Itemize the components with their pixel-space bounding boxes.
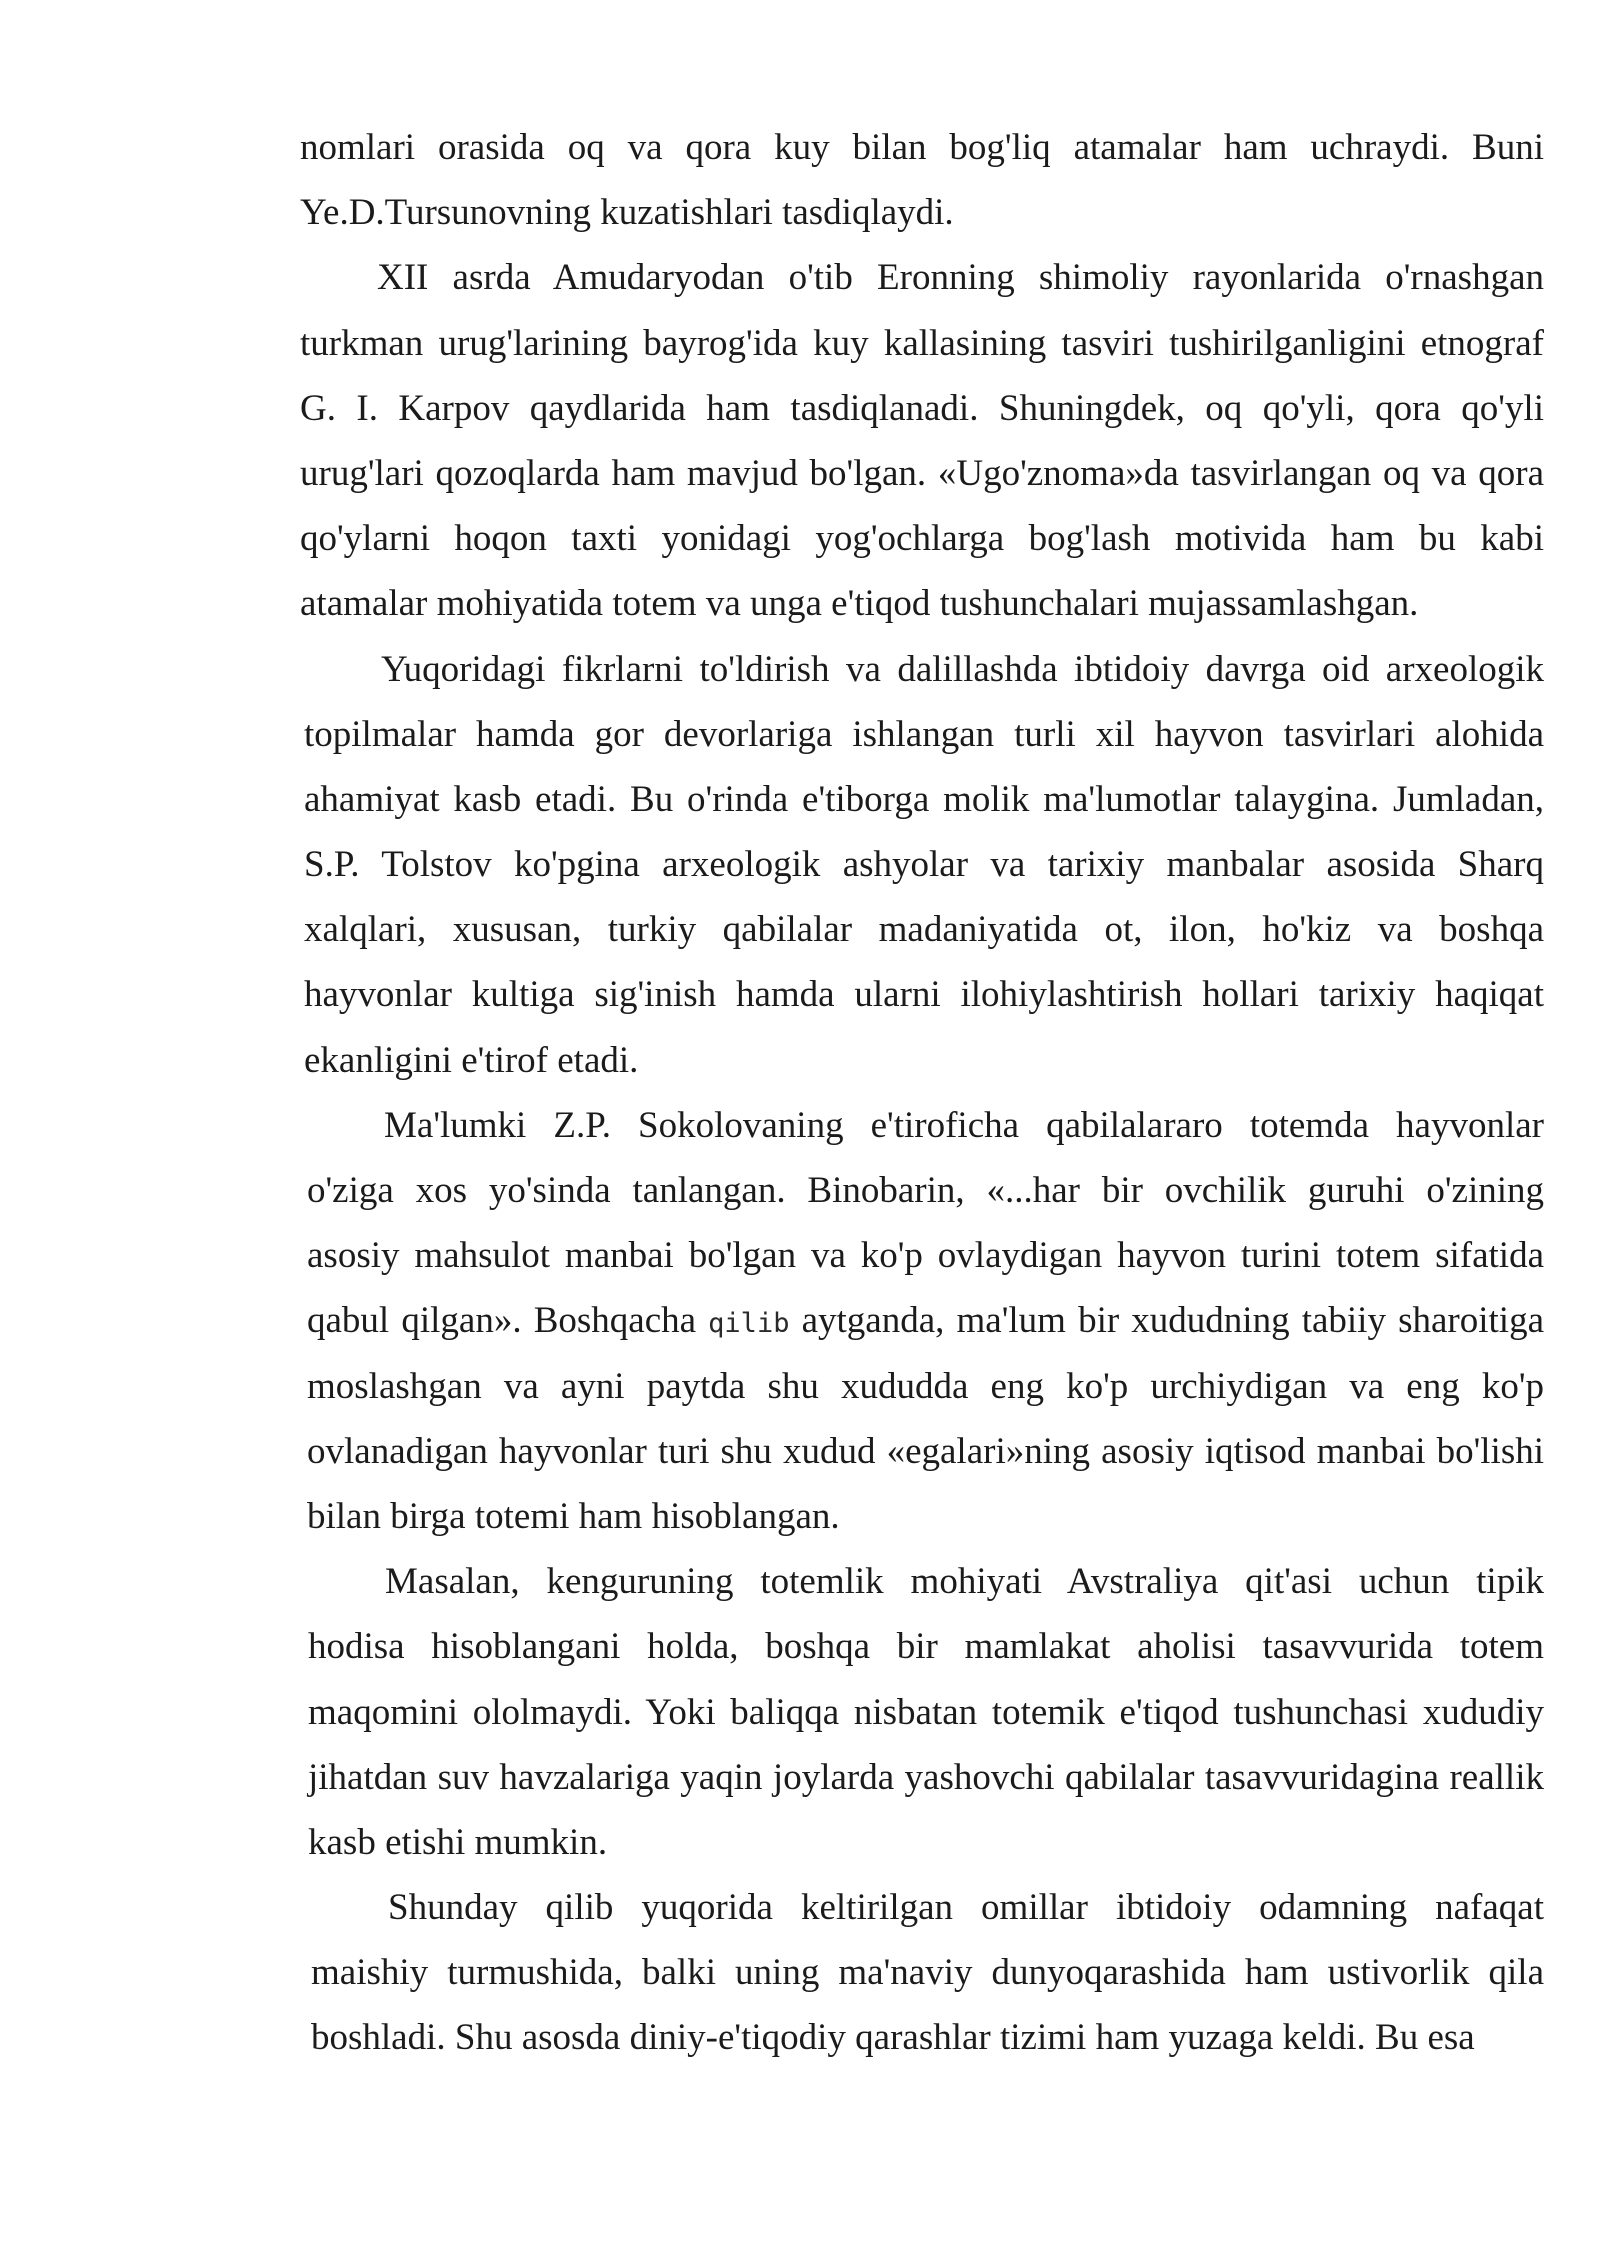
- text-line: G. I. Karpov qaydlarida ham tasdiqlanadi. Shuningdek, oq qo'yli, qora qo'yli: [300, 387, 1544, 429]
- text-line: kasb etishi mumkin.: [308, 1821, 608, 1863]
- text-line: Yuqoridagi fikrlarni to'ldirish va dalillashda ibtidoiy davrga oid arxeologik: [381, 648, 1544, 690]
- text-line: maishiy turmushida, balki uning ma'naviy dunyoqarashida ham ustivorlik qila: [311, 1952, 1544, 1994]
- paragraph: [300, 637, 1544, 1093]
- paragraph: [300, 245, 1544, 636]
- text-line: Masalan, kenguruning totemlik mohiyati Avstraliya qit'asi uchun tipik: [385, 1561, 1544, 1603]
- text-line: asosiy mahsulot manbai bo'lgan va ko'p ovlaydigan hayvon turini totem sifatida: [307, 1235, 1544, 1277]
- text-line: qo'ylarni hoqon taxti yonidagi yog'ochlarga bog'lash motivida ham bu kabi: [300, 518, 1544, 560]
- text-line: XII asrda Amudaryodan o'tib Eronning shimoliy rayonlarida o'rnashgan: [377, 257, 1544, 299]
- text-line: xalqlari, xususan, turkiy qabilalar madaniyatida ot, ilon, ho'kiz va boshqa: [304, 909, 1544, 951]
- text-line: Ma'lumki Z.P. Sokolovaning e'tiroficha qabilalararo totemda hayvonlar: [384, 1104, 1544, 1146]
- text-segment: qabul qilgan». Boshqacha: [307, 1300, 709, 1342]
- text-line: hodisa hisoblangani holda, boshqa bir mamlakat aholisi tasavvurida totem: [308, 1626, 1544, 1668]
- text-line: nomlari orasida oq va qora kuy bilan bog'liq atamalar ham uchraydi. Buni: [300, 127, 1544, 168]
- text-line: ahamiyat kasb etadi. Bu o'rinda e'tiborga molik ma'lumotlar talaygina. Jumladan,: [304, 778, 1544, 820]
- text-line: turkman urug'larining bayrog'ida kuy kallasining tasviri tushirilganligini etnograf: [300, 322, 1544, 364]
- text-line: S.P. Tolstov ko'pgina arxeologik ashyolar va tarixiy manbalar asosida Sharq: [304, 844, 1544, 886]
- text-line: ovlanadigan hayvonlar turi shu xudud «egalari»ning asosiy iqtisod manbai bo'lishi: [307, 1430, 1544, 1472]
- paragraph: [300, 115, 1544, 245]
- document-body: [300, 115, 1544, 2071]
- text-line: topilmalar hamda gor devorlariga ishlangan turli xil hayvon tasvirlari alohida: [304, 713, 1544, 755]
- text-line: bilan birga totemi ham hisoblangan.: [307, 1495, 840, 1537]
- paragraph: [300, 1875, 1544, 2071]
- paragraph: [300, 1549, 1544, 1875]
- text-line: moslashgan va ayni paytda shu xududda eng ko'p urchiydigan va eng ko'p: [307, 1365, 1544, 1407]
- text-line: atamalar mohiyatida totem va unga e'tiqod tushunchalari mujassamlashgan.: [300, 583, 1419, 625]
- text-line: urug'lari qozoqlarda ham mavjud bo'lgan. «Ugo'znoma»da tasvirlangan oq va qora: [300, 452, 1544, 494]
- paragraph: [300, 1093, 1544, 1549]
- text-line: boshladi. Shu asosda diniy-e'tiqodiy qarashlar tizimi ham yuzaga keldi. Bu esa: [311, 2017, 1475, 2059]
- text-line: ekanligini e'tirof etadi.: [304, 1039, 639, 1081]
- text-line: maqomini ololmaydi. Yoki baliqqa nisbatan totemik e'tiqod tushunchasi xududiy: [308, 1691, 1544, 1733]
- text-line: Shunday qilib yuqorida keltirilgan omillar ibtidoiy odamning nafaqat: [388, 1887, 1544, 1929]
- text-segment: aytganda, ma'lum bir xududning tabiiy sharoitiga: [789, 1300, 1544, 1342]
- text-segment-alt-font: qilib: [708, 1308, 790, 1340]
- text-line: hayvonlar kultiga sig'inish hamda ularni ilohiylashtirish hollari tarixiy haqiqat: [304, 974, 1544, 1016]
- text-line: Ye.D.Tursunovning kuzatishlari tasdiqlaydi.: [300, 192, 954, 234]
- text-line: jihatdan suv havzalariga yaqin joylarda yashovchi qabilalar tasavvuridagina reallik: [308, 1756, 1544, 1798]
- text-line: [307, 1288, 1544, 1353]
- text-line: o'ziga xos yo'sinda tanlangan. Binobarin, «...har bir ovchilik guruhi o'zining: [307, 1170, 1544, 1211]
